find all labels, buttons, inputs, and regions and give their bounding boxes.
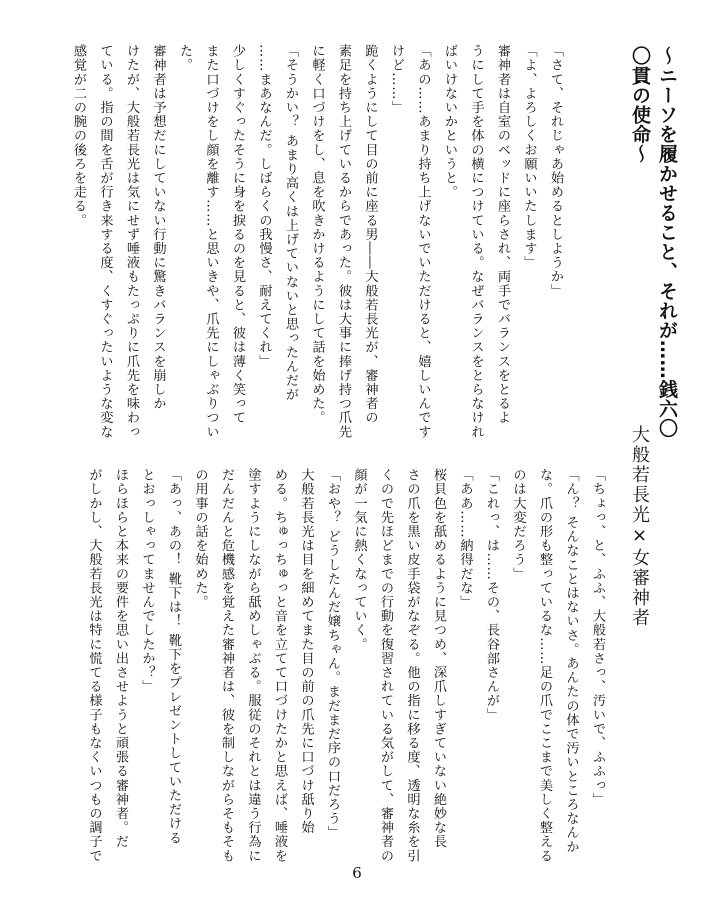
text-line: 「あっ、あの！ 靴下は！ 靴下をプレゼントしていただける [166,468,181,845]
story-title [626,46,680,438]
title-line: ～ニーソを履かせること、それが……銭六〇 [656,46,678,438]
text-line: 「おや？ どうしたんだ嬢ちゃん。まだまだ序の口だろう」 [325,468,340,840]
text-line: 素足を持ち上げているからであった。彼は大事に捧げ持つ爪先 [336,44,351,439]
text-line: 「ん？ そんなことはないさ。あんたの体で汚いところなんか [563,468,579,854]
text-line: 跪くようにして目の前に座る男――大般若長光が、審神者の [362,44,378,425]
text-line: た。 [177,44,192,73]
text-line: けど……」 [389,44,404,115]
text-line: のは大変だろう」 [510,468,526,581]
text-line: 「これっ、は……その、長谷部さんが」 [484,468,499,722]
text-line: の用事の話を始めた。 [192,468,208,609]
text-line: また口づけをし顔を離す……と思いきや、爪先にしゃぶりつい [203,44,219,439]
text-line: ている。指の間を舌が行き来する度、くすぐったいような変な [97,44,113,439]
text-line: 「ああ……納得だな」 [457,468,473,609]
text-line: 「さて、それじゃあ始めるとしようか」 [548,44,563,298]
text-line: 「あの……あまり持ち上げないでいただけると、嬉しいんです [415,44,431,439]
text-line: うにして手を体の横につけている。なぜバランスをとらなけれ [468,44,484,439]
text-line: 感覚が二の腕の後ろを走る。 [71,44,86,228]
text-column-top [71,44,568,439]
text-line: 「そうかい？ あまり高くは上げていないと思ったんだが [283,44,298,402]
text-column-bottom [86,468,610,863]
text-line: 「ちょっ、と、ふふ、大般若さっ、汚いで、ふふっ」 [590,468,605,807]
text-line: 桜貝色を舐めるように見つめ、深爪しすぎていない絶妙な長 [431,468,446,849]
text-line: 顔が一気に熱くなっていく。 [351,468,367,652]
text-line: ほらほらと本来の要件を思い出させようと頑張る審神者。だ [113,468,128,849]
text-line: ……まあなんだ。しばらくの我慢さ、耐えてくれ」 [256,44,272,369]
text-line: くので先ほどまでの行動を復習されている気がして、審神者の [378,468,393,863]
text-line: 大般若長光は目を細めてまた目の前の爪先に口づけ舐り始 [298,468,314,835]
text-line: とおっしゃってませんでしたか？」 [139,468,155,694]
text-line: ばいけないかというと。 [442,44,457,200]
text-line: さの爪を黒い皮手袋がなぞる。他の指に移る度、透明な糸を引 [404,468,420,863]
text-line: 審神者は予想だにしていない行動に驚きバランスを崩しか [150,44,166,411]
text-line: がしかし、大般若長光は特に慌てる様子もなくいつもの調子で [86,468,102,863]
text-line: に軽く口づけをし、息を吹きかけるようにして話を始めた。 [309,44,325,425]
text-line: だんだんと危機感を覚えた審神者は、彼を制しながらそもそも [219,468,234,863]
page-number: 6 [352,864,362,882]
text-line: 「よ、よろしくお願いいたします」 [521,44,537,270]
pairing-byline: 大般若長光×女審神者 [629,425,650,628]
text-line: 少しくすぐったそうに身を捩るのを見ると、彼は薄く笑って [230,44,245,425]
title-line: 〇貫の使命～ [629,46,651,164]
text-line: める。ちゅっちゅっと音を立てて口づけたかと思えば、唾液を [272,468,287,863]
text-line: 塗すようにしながら舐めしゃぶる。服従のそれとは違う行為に [245,468,261,863]
text-line: けたが、大般若長光は気にせず唾液もたっぷりに爪先を味わっ [124,44,139,439]
text-line: な。爪の形も整っているな……足の爪でここまで美しく整える [537,468,552,863]
text-line: 審神者は自室のベッドに座らされ、両手でバランスをとるよ [495,44,510,425]
